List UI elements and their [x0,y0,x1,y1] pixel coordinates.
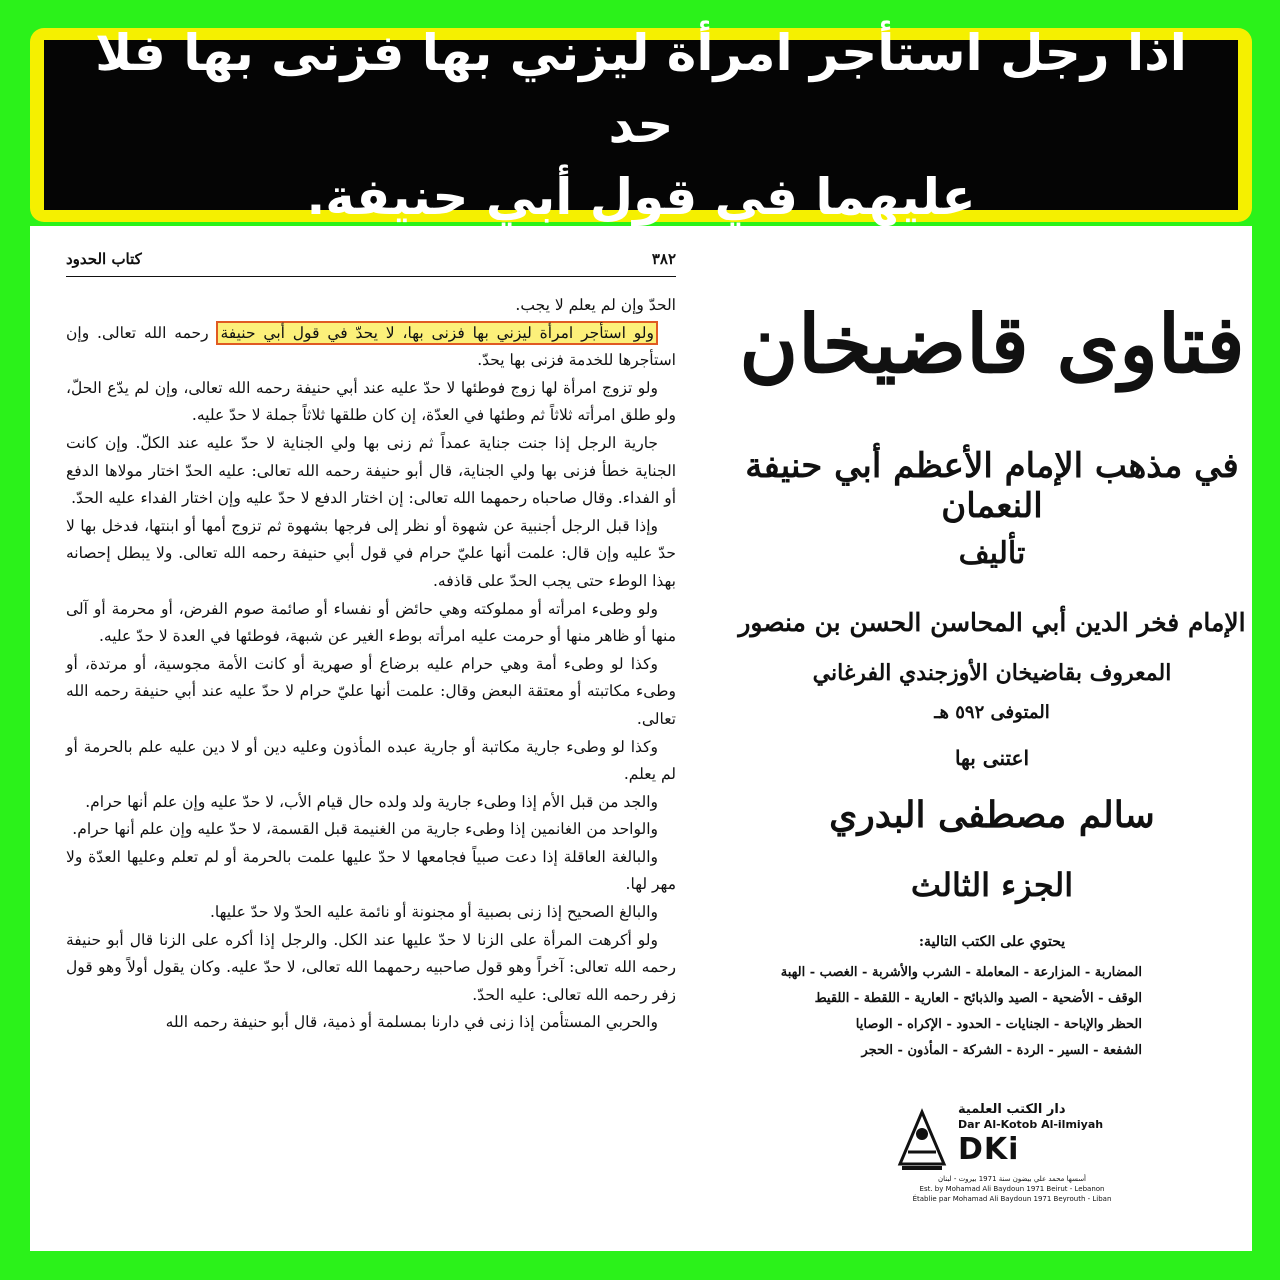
scanned-page [30,226,1252,1251]
cover-title: فتاوى قاضيخان [739,297,1245,391]
contents-line: الشفعة - السير - الردة - الشركة - المأذون - الحجر [861,1043,1142,1058]
paragraph-highlighted [66,320,676,375]
paragraph: ولو أكرهت المرأة على الزنا لا حدّ عليها عند الكل. والرجل إذا أكره على الزنا قال أبو حنيفة رحمه الله تعالى: آخراً وهو قول صاحبيه رحمهما الله تعالى، لا حدّ عليه. وكان يقول أولاً وهو قول زفر رحمه الله تعالى: عليه الحدّ. [66,930,676,1004]
page-header [66,246,676,277]
cover-author-name: الإمام فخر الدين أبي المحاسن الحسن بن منصور [738,608,1246,637]
publisher-logo [862,1094,1122,1224]
headline-banner [30,24,1252,226]
publisher-fine-print [902,1174,1122,1204]
book-section-title: كتاب الحدود [66,250,142,268]
headline-box [44,24,1238,226]
paragraph: والبالغة العاقلة إذا دعت صبياً فجامعها لا حدّ عليها علمت بالحرمة أو لم تعلم وعليها العدّة ولا مهر لها. [66,847,676,894]
cover-volume: الجزء الثالث [910,866,1074,904]
headline-line-2: عليهما في قول أبي حنيفة. [306,168,976,226]
book-cover [732,226,1252,1251]
contents-line: المضاربة - المزارعة - المعاملة - الشرب والأشربة - الغصب - الهبة [780,965,1142,980]
fine-print-arabic: أسسها محمد علي بيضون سنة 1971 بيروت - لبنان [937,1175,1087,1183]
publisher-name-latin: Dar Al-Kotob Al-ilmiyah [958,1118,1104,1131]
publisher-emblem-icon [892,1104,952,1174]
cover-death-year: المتوفى ٥٩٢ هـ [934,702,1050,723]
paragraph: الحدّ وإن لم يعلم لا يجب. [515,296,676,314]
cover-contains-label: يحتوي على الكتب التالية: [918,934,1066,950]
page-body [66,292,676,1037]
paragraph-rest: رحمه الله تعالى. وإن استأجرها للخدمة فزنى بها يحدّ. [66,323,676,370]
text-column [66,246,676,1236]
page-number: ٣٨٢ [651,250,676,268]
paragraph: والحربي المستأمن إذا زنى في دارنا بمسلمة أو ذمية، قال أبو حنيفة رحمه الله [165,1013,658,1032]
paragraph: والجد من قبل الأم إذا وطىء جارية ولد ولده حال قيام الأب، لا حدّ عليه وإن علم أنها حرام. [85,792,658,811]
fine-print-english: Est. by Mohamad Ali Baydoun 1971 Beirut - Lebanon [919,1185,1105,1193]
headline-text [71,17,1211,233]
paragraph: وإذا قبل الرجل أجنبية عن شهوة أو نظر إلى فرجها بشهوة ثم تزوج أمها أو ابنتها، فدخل بها لا حدّ عليه وإن قال: علمت أنها عليّ حرام في قول أبي حنيفة رحمه الله تعالى. ولا يبطل إحصانه بهذا الوطء حتى يجب الحدّ على قاذفه. [66,516,676,590]
cover-subtitle: في مذهب الإمام الأعظم أبي حنيفة النعمان [745,446,1239,526]
cover-authored-label: تأليف [958,536,1026,571]
paragraph: ولو تزوج امرأة لها زوج فوطئها لا حدّ عليه عند أبي حنيفة رحمه الله تعالى، وإن لم يدّع الحلّ، ولو طلق امرأته ثلاثاً ثم وطئها في العدّة، إن كان طلقها ثلاثاً جملة لا حدّ عليه. [66,378,676,425]
paragraph: والواحد من الغانمين إذا وطىء جارية من الغنيمة قبل القسمة، لا حدّ عليه وإن علم أنها حرام. [72,820,658,839]
cover-author-known-as: المعروف بقاضيخان الأوزجندي الفرغاني [812,660,1172,686]
contents-line: الوقف - الأضحية - الصيد والذبائح - العارية - اللقطة - اللقيط [814,991,1142,1006]
paragraph: ولو وطىء امرأته أو مملوكته وهي حائض أو نفساء أو صائمة صوم الفرض، أو محرمة أو آلى منها أو ظاهر منها أو حرمت عليه امرأته بوطء الغير عن شبهة، فوطئها في العدة لا حدّ عليه. [66,599,676,646]
contents-line: الحظر والإباحة - الجنايات - الحدود - الإكراه - الوصايا [855,1017,1142,1032]
publisher-name-arabic: دار الكتب العلمية [958,1102,1066,1117]
cover-contents-list [780,960,1142,1064]
headline-line-1: اذا رجل استأجر امرأة ليزني بها فزنى بها فلا حد [95,24,1187,154]
paragraph: والبالغ الصحيح إذا زنى بصبية أو مجنونة أو نائمة عليه الحدّ ولا حدّ عليها. [209,903,658,922]
cover-edited-by-label: اعتنى بها [954,746,1030,770]
cover-editor-name: سالم مصطفى البدري [829,794,1155,836]
paragraph: جارية الرجل إذا جنت جناية عمداً ثم زنى بها ولي الجناية لا حدّ عليه عند الكلّ. وإن كانت الجناية خطأ فزنى بها ولي الجناية، قال أبو حنيفة رحمه الله تعالى: عليه الحدّ اختار مولاها الدفع أو الفداء. وقال صاحباه رحمهما الله تعالى: إن اختار الدفع لا حدّ عليه وإن اختار الفداء عليه الحدّ. [66,433,676,508]
publisher-brand: DKi [958,1132,1020,1167]
fine-print-french: Établie par Mohamad Ali Baydoun 1971 Beyrouth - Liban [912,1195,1112,1203]
paragraph: وكذا لو وطىء جارية مكاتبة أو جارية عبده المأذون وعليه دين أو لا دين عليه علم بالحرمة أو لم يعلم. [66,737,676,784]
highlighted-phrase: ولو استأجر امرأة ليزني بها فزنى بها، لا يحدّ في قول أبي حنيفة [216,321,658,345]
paragraph: وكذا لو وطىء أمة وهي حرام عليه برضاع أو صهرية أو كانت الأمة مجوسية، أو مرتدة، أو وطىء مكاتبته أو معتقة البعض وقال: علمت أنها عليّ حرام لا حدّ عليه عند أبي حنيفة رحمه الله تعالى. [66,654,676,728]
